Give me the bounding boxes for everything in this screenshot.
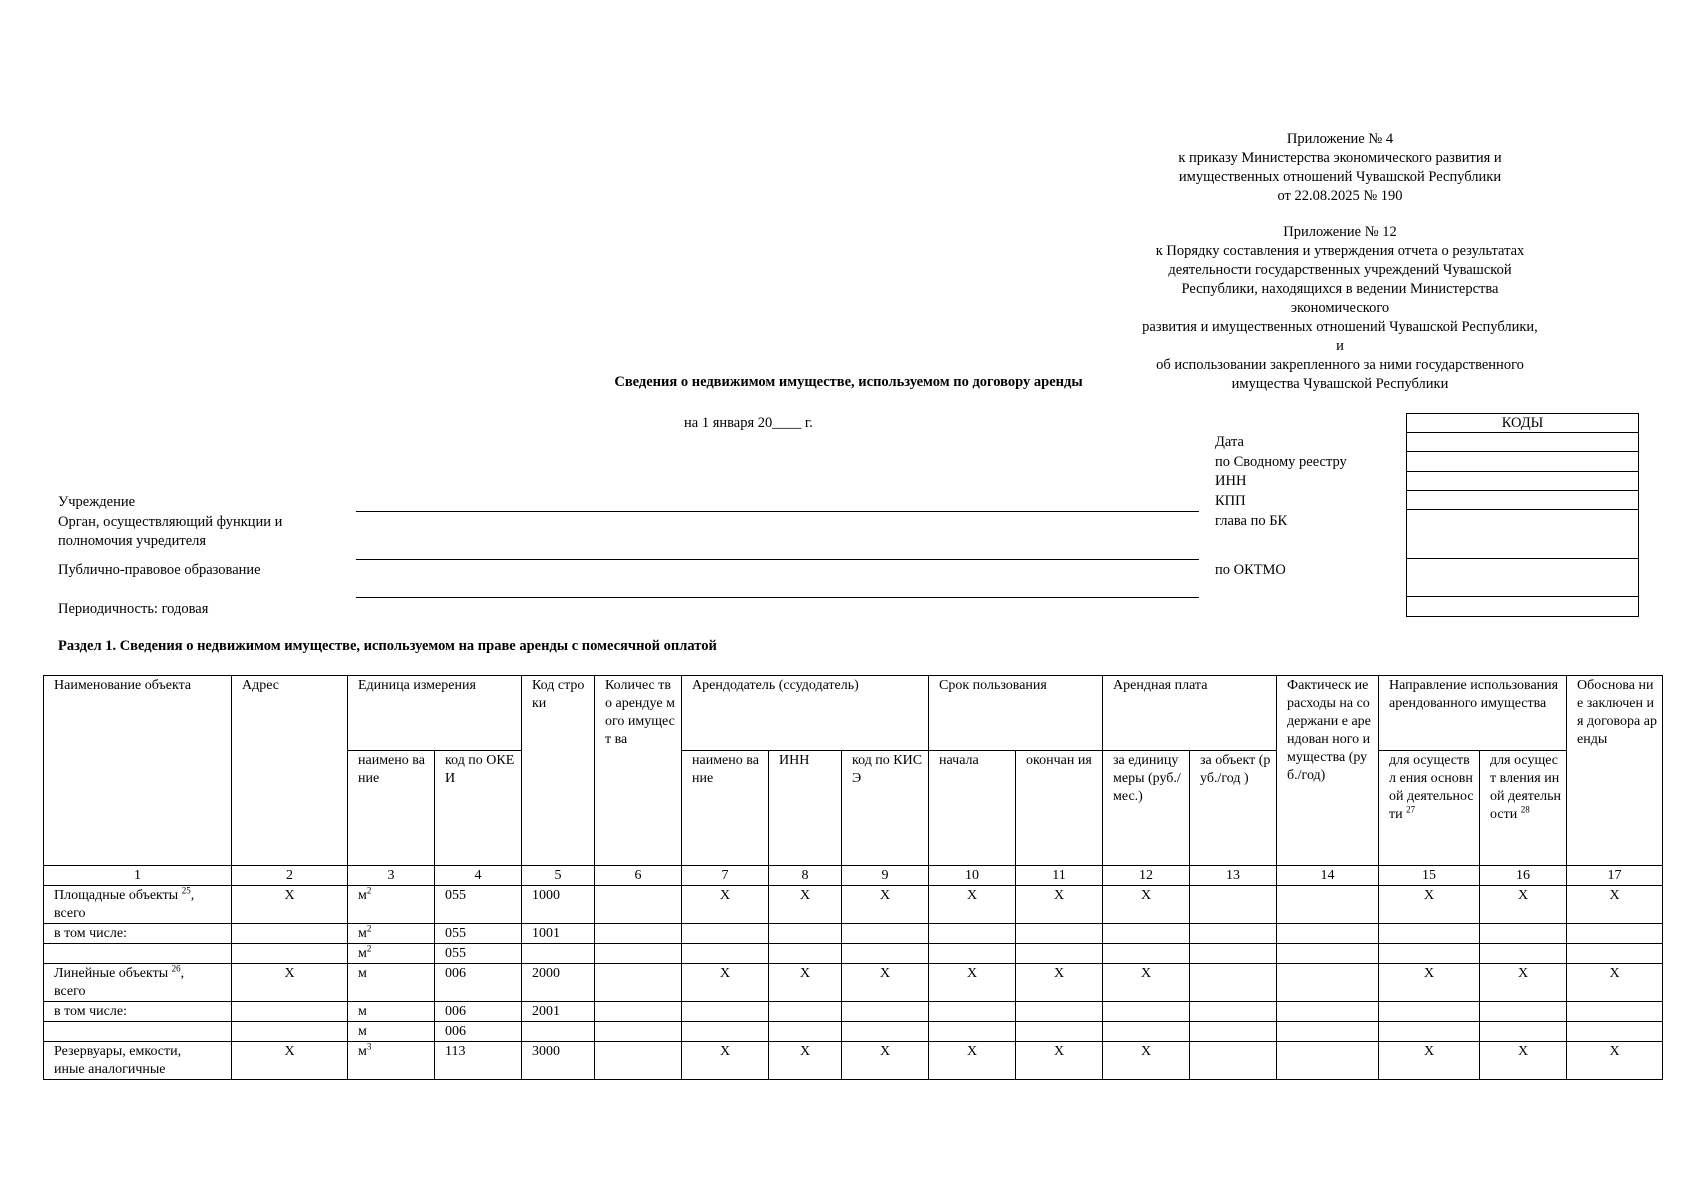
cell-c9: X xyxy=(842,964,929,1002)
row-name[interactable] xyxy=(44,1022,232,1042)
header-direction: Направление использования арендованного имущества xyxy=(1379,676,1567,751)
cell-c16: X xyxy=(1480,1042,1567,1080)
cell-c12: X xyxy=(1103,964,1190,1002)
cell-c8[interactable] xyxy=(769,924,842,944)
cell-c16[interactable] xyxy=(1480,1022,1567,1042)
cell-c11[interactable] xyxy=(1016,924,1103,944)
label-registry: по Сводному реестру xyxy=(1215,454,1347,470)
cell-c17[interactable] xyxy=(1567,944,1663,964)
header-rent-unit: за единицу меры (руб./ мес.) xyxy=(1103,751,1190,866)
cell-okei: 006 xyxy=(435,964,522,1002)
row-name-text-2: иные аналогичные xyxy=(54,1062,166,1077)
lease-table xyxy=(43,675,1663,1080)
cell-c10[interactable] xyxy=(929,1002,1016,1022)
header-address: Адрес xyxy=(232,676,348,866)
code-cell-kpp[interactable] xyxy=(1407,491,1639,510)
appendix-4-line3: имущественных отношений Чувашской Республики xyxy=(1178,169,1502,185)
municipality-line[interactable] xyxy=(356,597,1199,598)
codes-header: КОДЫ xyxy=(1407,414,1639,433)
cell-c14[interactable] xyxy=(1277,1022,1379,1042)
appendix-12-line7: имущества Чувашской Республики xyxy=(1231,376,1449,392)
header-direction-other xyxy=(1480,751,1567,866)
header-unit: Единица измерения xyxy=(348,676,522,751)
col-num: 10 xyxy=(929,866,1016,886)
appendix-4-line4: от 22.08.2025 № 190 xyxy=(1277,188,1403,204)
col-num: 14 xyxy=(1277,866,1379,886)
header-term-start: начала xyxy=(929,751,1016,866)
section-title: Раздел 1. Сведения о недвижимом имуществе, используемом на праве аренды с помесячной оплатой xyxy=(58,638,717,654)
label-periodicity: Периодичность: годовая xyxy=(58,601,209,617)
cell-code: 3000 xyxy=(522,1042,595,1080)
cell-c17[interactable] xyxy=(1567,1002,1663,1022)
footnote-27: 27 xyxy=(1406,804,1416,815)
col-num: 6 xyxy=(595,866,682,886)
cell-c17[interactable] xyxy=(1567,924,1663,944)
cell-code: 1001 xyxy=(522,924,595,944)
header-term: Срок пользования xyxy=(929,676,1103,751)
cell-code: 1000 xyxy=(522,886,595,924)
cell-c14[interactable] xyxy=(1277,886,1379,924)
label-founder-line2: полномочия учредителя xyxy=(58,533,207,549)
cell-c7: X xyxy=(682,886,769,924)
cell-c12: X xyxy=(1103,1042,1190,1080)
cell-c9[interactable] xyxy=(842,1002,929,1022)
col-num: 5 xyxy=(522,866,595,886)
cell-c10[interactable] xyxy=(929,944,1016,964)
unit-text: м xyxy=(358,1044,367,1059)
cell-c15[interactable] xyxy=(1379,944,1480,964)
col-num: 11 xyxy=(1016,866,1103,886)
header-actual-costs: Фактическ ие расходы на содержани е арендован ного имущества (руб./год) xyxy=(1277,676,1379,866)
col-num: 17 xyxy=(1567,866,1663,886)
header-lessor-kise: код по КИСЭ xyxy=(842,751,929,866)
cell-c13[interactable] xyxy=(1190,1042,1277,1080)
cell-c13[interactable] xyxy=(1190,944,1277,964)
cell-code[interactable] xyxy=(522,944,595,964)
header-direction-main xyxy=(1379,751,1480,866)
cell-okei: 006 xyxy=(435,1022,522,1042)
cell-c8: X xyxy=(769,886,842,924)
cell-c12[interactable] xyxy=(1103,944,1190,964)
cell-code[interactable] xyxy=(522,1022,595,1042)
cell-c13[interactable] xyxy=(1190,924,1277,944)
cell-c16[interactable] xyxy=(1480,944,1567,964)
cell-quantity[interactable] xyxy=(595,1022,682,1042)
cell-c17: X xyxy=(1567,886,1663,924)
label-date: Дата xyxy=(1215,434,1244,450)
cell-c8: X xyxy=(769,964,842,1002)
cell-c14[interactable] xyxy=(1277,1042,1379,1080)
cell-okei: 006 xyxy=(435,1002,522,1022)
row-name-text: Линейные объекты xyxy=(54,966,169,981)
header-lessor-name: наимено вание xyxy=(682,751,769,866)
cell-c8[interactable] xyxy=(769,1022,842,1042)
codes-table xyxy=(1406,413,1639,617)
cell-c13[interactable] xyxy=(1190,1002,1277,1022)
cell-c12[interactable] xyxy=(1103,924,1190,944)
table-row xyxy=(44,1042,1663,1080)
cell-c8: X xyxy=(769,1042,842,1080)
unit-sup: 2 xyxy=(366,943,372,954)
cell-code: 2001 xyxy=(522,1002,595,1022)
label-inn: ИНН xyxy=(1215,473,1247,489)
cell-c12[interactable] xyxy=(1103,1002,1190,1022)
header-basis: Обоснова ние заключен ия договора аренды xyxy=(1567,676,1663,866)
cell-unit: м xyxy=(348,1002,435,1022)
cell-unit: м xyxy=(348,964,435,1002)
cell-c7[interactable] xyxy=(682,1002,769,1022)
cell-unit xyxy=(348,924,435,944)
cell-address[interactable] xyxy=(232,944,348,964)
cell-c8[interactable] xyxy=(769,1002,842,1022)
col-num: 4 xyxy=(435,866,522,886)
header-rent: Арендная плата xyxy=(1103,676,1277,751)
row-name[interactable] xyxy=(44,944,232,964)
row-name: в том числе: xyxy=(44,924,232,944)
cell-c10: X xyxy=(929,1042,1016,1080)
cell-c10: X xyxy=(929,886,1016,924)
cell-c10: X xyxy=(929,964,1016,1002)
appendix-4-line1: Приложение № 4 xyxy=(1286,131,1394,147)
col-num: 8 xyxy=(769,866,842,886)
header-unit-okei: код по ОКЕИ xyxy=(435,751,522,866)
header-name: Наименование объекта xyxy=(44,676,232,866)
unit-text: м xyxy=(358,926,367,941)
appendix-4-line2: к приказу Министерства экономического развития и xyxy=(1178,150,1502,166)
cell-quantity[interactable] xyxy=(595,1002,682,1022)
cell-c8[interactable] xyxy=(769,944,842,964)
cell-c16[interactable] xyxy=(1480,1002,1567,1022)
cell-c16: X xyxy=(1480,886,1567,924)
cell-c10[interactable] xyxy=(929,924,1016,944)
cell-address: X xyxy=(232,886,348,924)
row-name-text-2: всего xyxy=(54,906,86,921)
cell-c9: X xyxy=(842,886,929,924)
appendix-12-line6: об использовании закрепленного за ними государственного xyxy=(1156,357,1524,373)
footnote-25: 25 xyxy=(181,885,191,896)
cell-c11[interactable] xyxy=(1016,1022,1103,1042)
col-num: 7 xyxy=(682,866,769,886)
label-founder-line1: Орган, осуществляющий функции и xyxy=(58,514,283,530)
appendix-12-line2: к Порядку составления и утверждения отчета о результатах xyxy=(1155,243,1525,259)
cell-c7: X xyxy=(682,964,769,1002)
label-oktmo: по ОКТМО xyxy=(1215,562,1286,578)
row-name-text: Площадные объекты xyxy=(54,888,179,903)
label-kpp: КПП xyxy=(1215,493,1246,509)
col-num: 9 xyxy=(842,866,929,886)
cell-unit xyxy=(348,1042,435,1080)
column-numbers-row xyxy=(44,866,1663,886)
cell-address[interactable] xyxy=(232,1022,348,1042)
cell-okei: 055 xyxy=(435,886,522,924)
cell-unit xyxy=(348,944,435,964)
header-direction-other-text: для осущест вления иной деятельн ости xyxy=(1490,753,1561,822)
code-cell-registry[interactable] xyxy=(1407,452,1639,472)
cell-quantity[interactable] xyxy=(595,886,682,924)
col-num: 15 xyxy=(1379,866,1480,886)
table-row xyxy=(44,964,1663,1002)
cell-c17: X xyxy=(1567,1042,1663,1080)
cell-address: X xyxy=(232,964,348,1002)
cell-c10[interactable] xyxy=(929,1022,1016,1042)
cell-c15[interactable] xyxy=(1379,924,1480,944)
label-municipality: Публично-правовое образование xyxy=(58,562,261,578)
col-num: 13 xyxy=(1190,866,1277,886)
col-num: 3 xyxy=(348,866,435,886)
cell-unit xyxy=(348,886,435,924)
cell-c14[interactable] xyxy=(1277,924,1379,944)
cell-c11: X xyxy=(1016,886,1103,924)
header-unit-name: наимено вание xyxy=(348,751,435,866)
cell-c9: X xyxy=(842,1042,929,1080)
cell-c17[interactable] xyxy=(1567,1022,1663,1042)
col-num: 1 xyxy=(44,866,232,886)
row-name: в том числе: xyxy=(44,1002,232,1022)
header-lessor: Арендодатель (ссудодатель) xyxy=(682,676,929,751)
code-cell-chapter-bk[interactable] xyxy=(1407,510,1639,559)
table-row xyxy=(44,1022,1663,1042)
cell-c11[interactable] xyxy=(1016,944,1103,964)
appendix-12-line4: Республики, находящихся в ведении Министерства экономического xyxy=(1181,281,1499,316)
appendix-12-line3: деятельности государственных учреждений Чувашской xyxy=(1168,262,1512,278)
cell-c12[interactable] xyxy=(1103,1022,1190,1042)
appendix-12-line1: Приложение № 12 xyxy=(1283,224,1397,240)
col-num: 2 xyxy=(232,866,348,886)
cell-c7: X xyxy=(682,1042,769,1080)
unit-sup: 2 xyxy=(366,885,372,896)
code-cell-periodicity[interactable] xyxy=(1407,597,1639,617)
cell-c14[interactable] xyxy=(1277,944,1379,964)
cell-c7[interactable] xyxy=(682,1022,769,1042)
row-name-suffix: , xyxy=(190,888,195,903)
cell-c13[interactable] xyxy=(1190,1022,1277,1042)
cell-address[interactable] xyxy=(232,1002,348,1022)
table-row xyxy=(44,1002,1663,1022)
cell-c15: X xyxy=(1379,1042,1480,1080)
cell-c14[interactable] xyxy=(1277,964,1379,1002)
header-term-end: окончан ия xyxy=(1016,751,1103,866)
cell-c9[interactable] xyxy=(842,944,929,964)
row-name xyxy=(44,964,232,1002)
cell-c16[interactable] xyxy=(1480,924,1567,944)
cell-c11[interactable] xyxy=(1016,1002,1103,1022)
code-cell-inn[interactable] xyxy=(1407,472,1639,491)
table-row xyxy=(44,886,1663,924)
footnote-26: 26 xyxy=(171,963,181,974)
cell-address[interactable] xyxy=(232,924,348,944)
footnote-28: 28 xyxy=(1520,804,1530,815)
appendix-4-block xyxy=(1140,130,1540,206)
cell-okei: 055 xyxy=(435,924,522,944)
cell-quantity[interactable] xyxy=(595,924,682,944)
cell-c11: X xyxy=(1016,964,1103,1002)
header-lessor-inn: ИНН xyxy=(769,751,842,866)
cell-c15[interactable] xyxy=(1379,1002,1480,1022)
row-name-suffix: , xyxy=(180,966,185,981)
cell-c9[interactable] xyxy=(842,1022,929,1042)
row-name xyxy=(44,1042,232,1080)
cell-c9[interactable] xyxy=(842,924,929,944)
header-rent-object: за объект (руб./год ) xyxy=(1190,751,1277,866)
cell-c7[interactable] xyxy=(682,924,769,944)
cell-quantity[interactable] xyxy=(595,1042,682,1080)
cell-c15: X xyxy=(1379,886,1480,924)
cell-c16: X xyxy=(1480,964,1567,1002)
cell-quantity[interactable] xyxy=(595,944,682,964)
cell-quantity[interactable] xyxy=(595,964,682,1002)
cell-c14[interactable] xyxy=(1277,1002,1379,1022)
row-name-text-2: всего xyxy=(54,984,86,999)
unit-text: м xyxy=(358,946,367,961)
cell-address: X xyxy=(232,1042,348,1080)
col-num: 12 xyxy=(1103,866,1190,886)
col-num: 16 xyxy=(1480,866,1567,886)
code-cell-oktmo[interactable] xyxy=(1407,559,1639,597)
cell-c15: X xyxy=(1379,964,1480,1002)
cell-c12: X xyxy=(1103,886,1190,924)
appendix-12-line5: развития и имущественных отношений Чувашской Республики, и xyxy=(1142,319,1538,354)
cell-code: 2000 xyxy=(522,964,595,1002)
unit-text: м xyxy=(358,888,367,903)
appendix-12-block xyxy=(1140,223,1540,394)
table-row xyxy=(44,944,1663,964)
cell-okei: 055 xyxy=(435,944,522,964)
cell-okei: 113 xyxy=(435,1042,522,1080)
date-line: на 1 января 20____ г. xyxy=(684,415,813,431)
cell-c17: X xyxy=(1567,964,1663,1002)
code-cell-date[interactable] xyxy=(1407,433,1639,452)
table-row xyxy=(44,924,1663,944)
cell-c7[interactable] xyxy=(682,944,769,964)
label-institution: Учреждение xyxy=(58,494,136,510)
row-name-text: Резервуары, емкости, xyxy=(54,1044,182,1059)
header-row-code: Код строки xyxy=(522,676,595,866)
label-chapter-bk: глава по БК xyxy=(1215,513,1288,529)
cell-c13[interactable] xyxy=(1190,964,1277,1002)
founder-line[interactable] xyxy=(356,559,1199,560)
row-name xyxy=(44,886,232,924)
cell-c15[interactable] xyxy=(1379,1022,1480,1042)
institution-line[interactable] xyxy=(356,511,1199,512)
unit-sup: 2 xyxy=(366,923,372,934)
cell-unit: м xyxy=(348,1022,435,1042)
document-title: Сведения о недвижимом имуществе, используемом по договору аренды xyxy=(614,374,1083,390)
header-direction-main-text: для осуществл ения основной деятельнос ти xyxy=(1389,753,1474,822)
cell-c11: X xyxy=(1016,1042,1103,1080)
cell-c13[interactable] xyxy=(1190,886,1277,924)
unit-sup: 3 xyxy=(366,1041,372,1052)
header-quantity: Количес тво арендуе мого имущест ва xyxy=(595,676,682,866)
